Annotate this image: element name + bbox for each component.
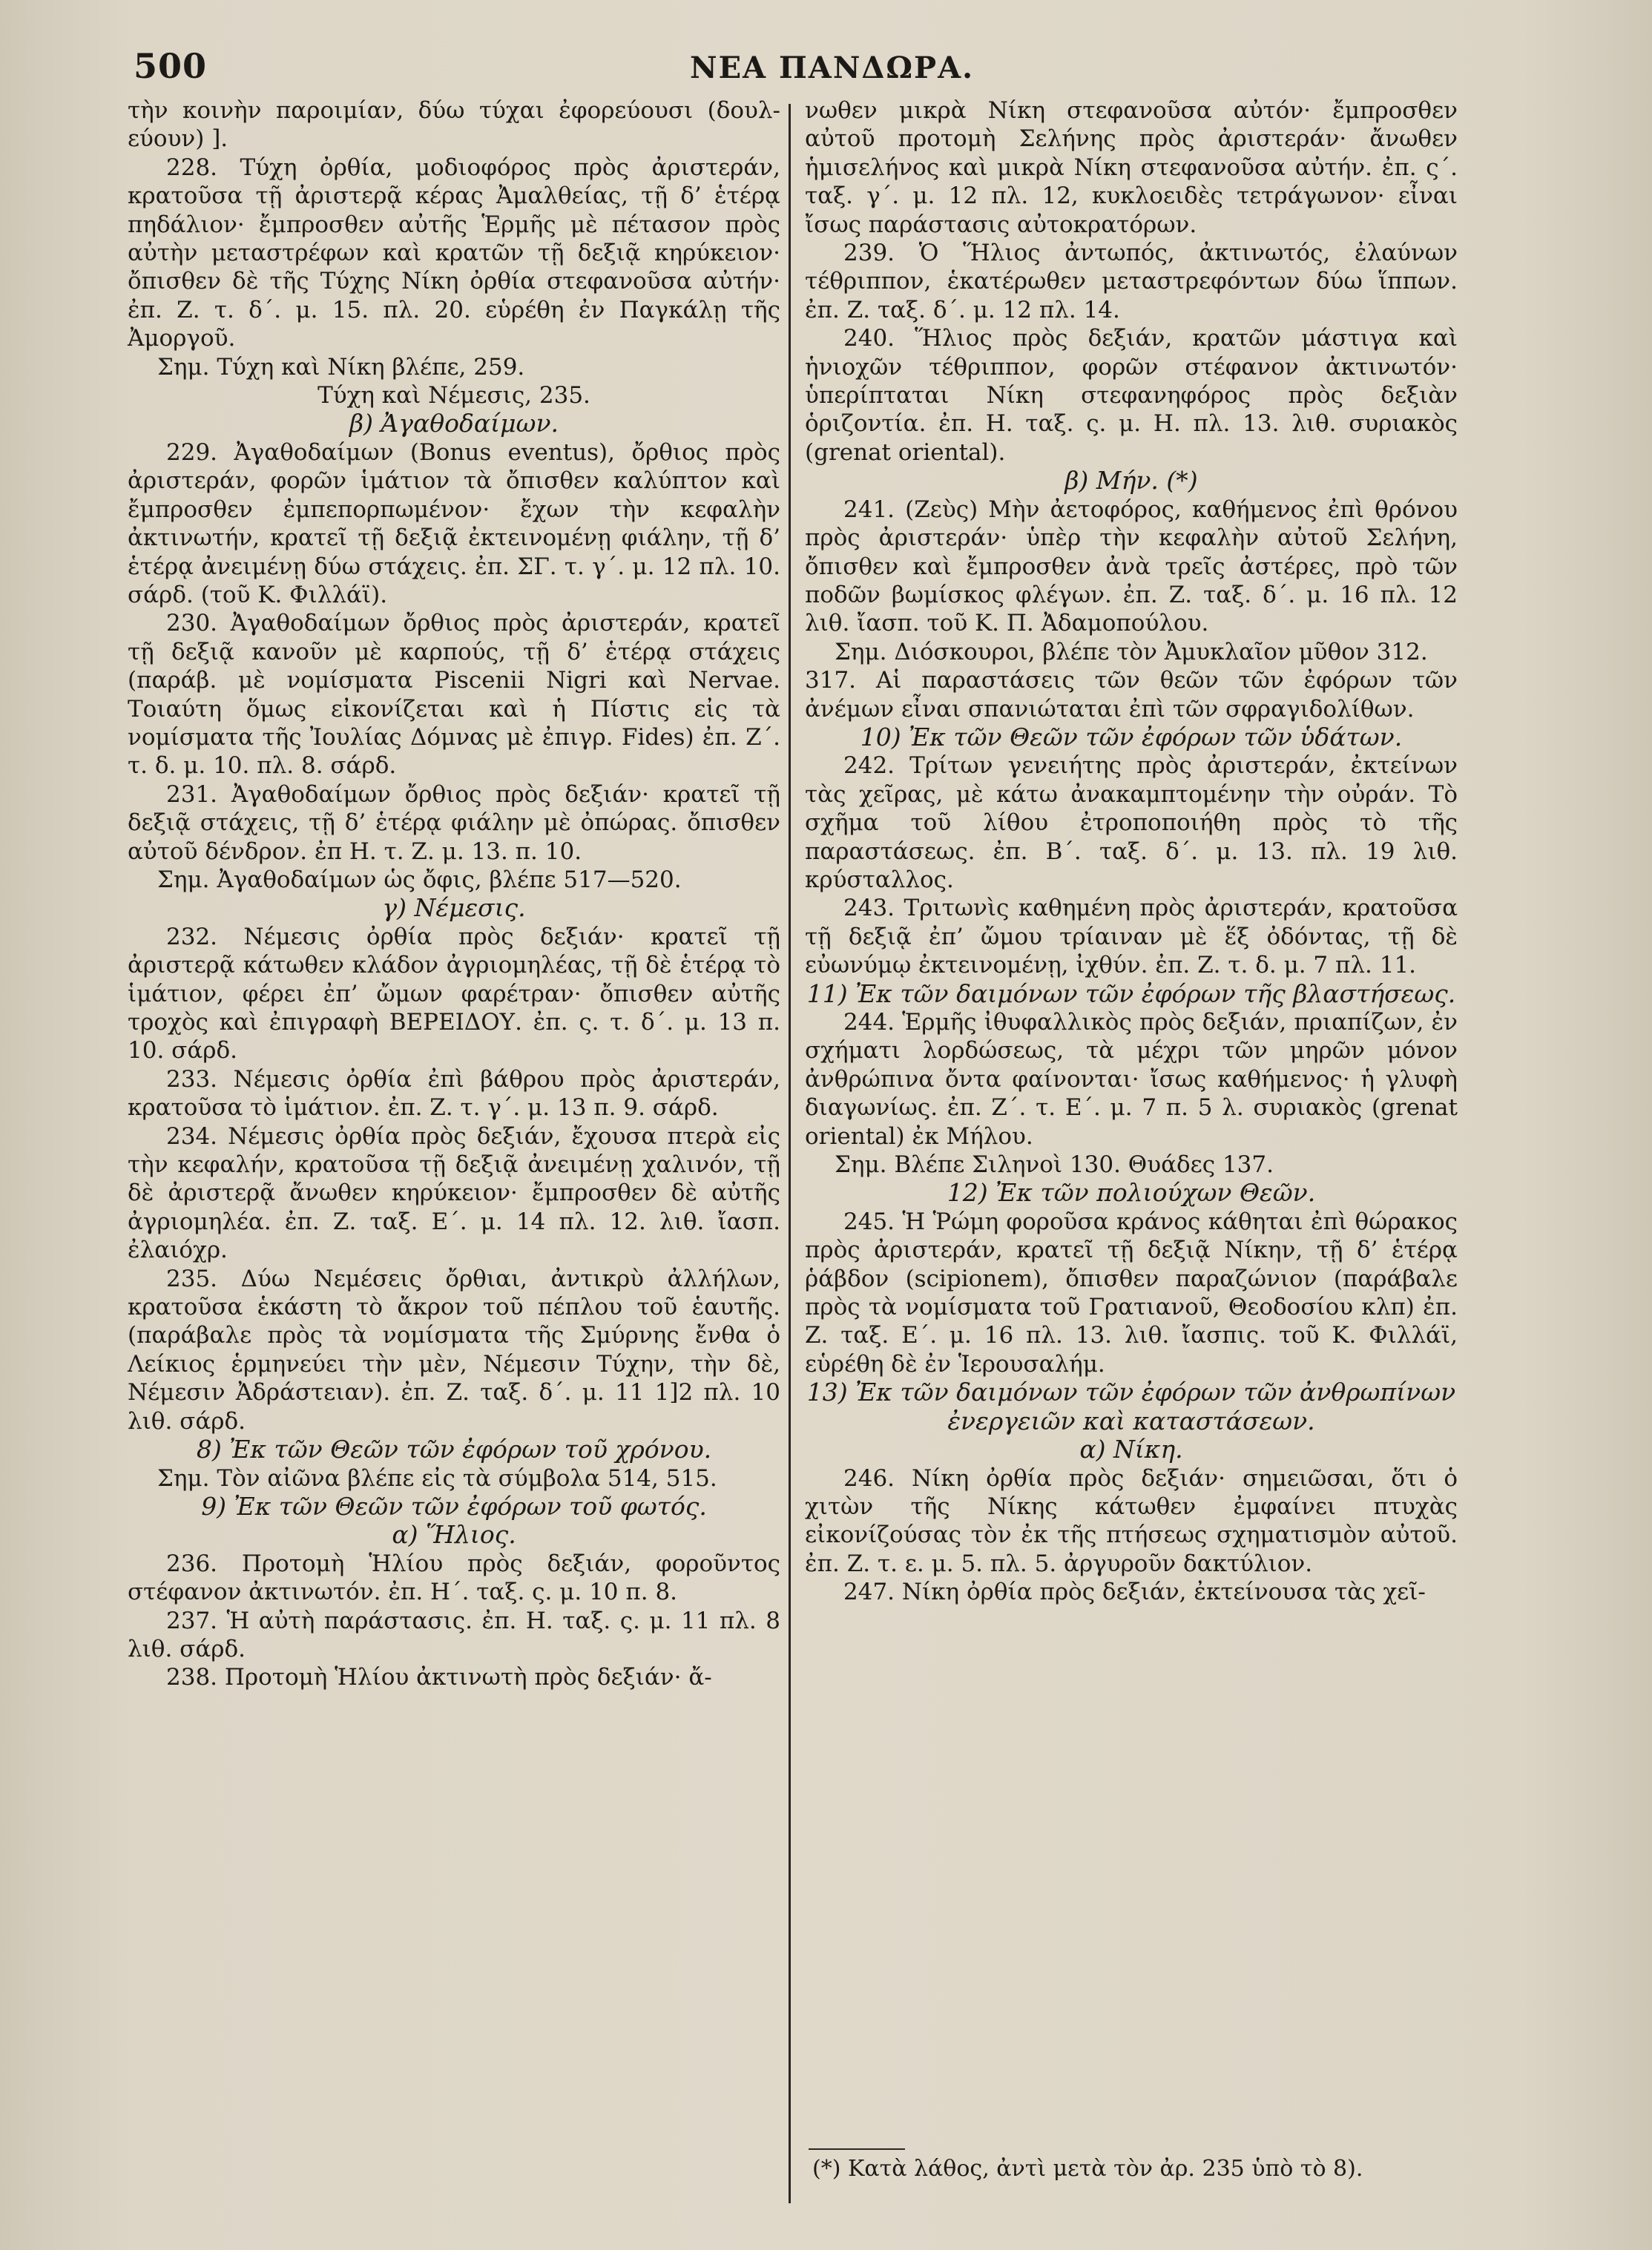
paragraph: 244. Ἑρμῆς ἰθυφαλλικὸς πρὸς δεξιάν, πριαπίζων, ἐν σχήματι λορδώσεως, τὰ μέχρι τῶν μηρῶν μόνον ἀνθρώπινα ὄντα φαίνονται· ἴσως καθήμενος· ἡ γλυφὴ διαγωνίως. ἐπ. Ζ΄. τ. Ε΄. μ. 7 π. 5 λ. συριακὸς (grenat oriental) ἐκ Μήλου.	[805, 1009, 1458, 1150]
paragraph: 232. Νέμεσις ὀρθία πρὸς δεξιάν· κρατεῖ τῇ ἀριστερᾷ κάτωθεν κλάδον ἀγριομηλέας, τῇ δὲ ἑτέρᾳ τὸ ἱμάτιον, φέρει ἐπ’ ὤμων φαρέτραν· ὄπισθεν αὐτῆς τροχὸς καὶ ἐπιγραφὴ ΒΕΡΕΙΔΟΥ. ἐπ. ς. τ. δ΄. μ. 13 π. 10. σάρδ.	[128, 923, 780, 1065]
section-heading: 12) Ἐκ τῶν πολιούχων Θεῶν.	[947, 1178, 1316, 1208]
paragraph: 245. Ἡ Ῥώμη φοροῦσα κράνος κάθηται ἐπὶ θώρακος πρὸς ἀριστεράν, κρατεῖ τῇ δεξιᾷ Νίκην, τῇ δ’ ἑτέρᾳ ῥάβδον (scipionem), ὄπισθεν παραζώνιον (παράβαλε πρὸς τὰ νομίσματα τοῦ Γρατιανοῦ, Θεοδοσίου κλπ) ἐπ. Ζ. ταξ. Ε΄. μ. 16 πλ. 13. λιθ. ἴασπις. τοῦ Κ. Φιλλάϊ, εὑρέθη δὲ ἐν Ἱερουσαλήμ.	[805, 1208, 1458, 1378]
left-column	[128, 96, 780, 1692]
paragraph: 238. Προτομὴ Ἡλίου ἀκτινωτὴ πρὸς δεξιάν· ἄ-	[166, 1664, 712, 1691]
paragraph: τὴν κοινὴν παροιμίαν, δύω τύχαι ἐφορεύουσι (δουλ-εύουν) ].	[128, 97, 780, 153]
paragraph: 239. Ὁ Ἥλιος ἀντωπός, ἀκτινωτός, ἐλαύνων τέθριππον, ἑκατέρωθεν μεταστρεφόντων δύω ἵππων. ἐπ. Ζ. ταξ. δ΄. μ. 12 πλ. 14.	[805, 240, 1458, 323]
cross-reference-note: Σημ. Βλέπε Σιληνοὶ 130. Θυάδες 137.	[835, 1151, 1274, 1179]
section-heading: 10) Ἐκ τῶν Θεῶν τῶν ἐφόρων τῶν ὑδάτων.	[860, 722, 1403, 751]
section-heading: 13) Ἐκ τῶν δαιμόνων τῶν ἐφόρων τῶν ἀνθρωπίνων ἐνεργειῶν καὶ καταστάσεων.	[806, 1378, 1456, 1435]
paragraph: 240. Ἥλιος πρὸς δεξιάν, κρατῶν μάστιγα καὶ ἡνιοχῶν τέθριππον, φορῶν στέφανον ἀκτινωτόν· ὑπερίπταται Νίκη στεφανηφόρος πρὸς δεξιὰν ὁριζοντία. ἐπ. Η. ταξ. ς. μ. Η. πλ. 13. λιθ. συριακὸς (grenat oriental).	[805, 325, 1458, 466]
footnote-rule	[809, 2148, 905, 2150]
paragraph: 235. Δύω Νεμέσεις ὄρθιαι, ἀντικρὺ ἀλλήλων, κρατοῦσα ἑκάστη τὸ ἄκρον τοῦ πέπλου τοῦ ἑαυτῆς. (παράβαλε πρὸς τὰ νομίσματα τῆς Σμύρνης ἔνθα ὁ Λείκιος ἑρμηνεύει τὴν μὲν, Νέμεσιν Τύχην, τὴν δὲ, Νέμεσιν Ἀδράστειαν). ἐπ. Ζ. ταξ. δ΄. μ. 11 1]2 πλ. 10 λιθ. σάρδ.	[128, 1265, 780, 1435]
cross-reference-note: Σημ. Διόσκουροι, βλέπε τὸν Ἀμυκλαῖον μῦθον 312.	[835, 638, 1428, 665]
section-heading: γ) Νέμεσις.	[382, 893, 526, 923]
paragraph: 230. Ἀγαθοδαίμων ὄρθιος πρὸς ἀριστεράν, κρατεῖ τῇ δεξιᾷ κανοῦν μὲ καρπούς, τῇ δ’ ἑτέρᾳ στάχεις (παράβ. μὲ νομίσματα Piscenii Nigri καὶ Nervae. Τοιαύτη ὅμως εἰκονίζεται καὶ ἡ Πίστις εἰς τὰ νομίσματα τῆς Ἰουλίας Δόμνας μὲ ἐπιγρ. Fides) ἐπ. Ζ΄. τ. δ. μ. 10. πλ. 8. σάρδ.	[128, 610, 780, 780]
paragraph: 241. (Ζεὺς) Μὴν ἀετοφόρος, καθήμενος ἐπὶ θρόνου πρὸς ἀριστεράν· ὑπὲρ τὴν κεφαλὴν αὐτοῦ Σελήνη, ὄπισθεν καὶ ἔμπροσθεν ἀνὰ τρεῖς ἀστέρες, πρὸ τῶν ποδῶν βωμίσκος φλέγων. ἐπ. Ζ. ταξ. δ΄. μ. 16 πλ. 12 λιθ. ἴασπ. τοῦ Κ. Π. Ἀδαμοπούλου.	[805, 496, 1458, 637]
section-heading: β) Ἀγαθοδαίμων.	[349, 409, 559, 438]
section-heading: 9) Ἐκ τῶν Θεῶν τῶν ἐφόρων τοῦ φωτός.	[201, 1491, 707, 1521]
paragraph: 237. Ἡ αὐτὴ παράστασις. ἐπ. Η. ταξ. ς. μ. 11 πλ. 8 λιθ. σάρδ.	[128, 1607, 780, 1662]
running-title: ΝΕΑ ΠΑΝΔΩΡΑ.	[690, 50, 975, 85]
column-divider	[789, 104, 791, 2203]
paragraph: 236. Προτομὴ Ἡλίου πρὸς δεξιάν, φοροῦντος στέφανον ἀκτινωτόν. ἐπ. Η΄. ταξ. ς. μ. 10 π. 8.	[128, 1550, 780, 1606]
paragraph: 233. Νέμεσις ὀρθία ἐπὶ βάθρου πρὸς ἀριστεράν, κρατοῦσα τὸ ἱμάτιον. ἐπ. Ζ. τ. γ΄. μ. 13 π. 9. σάρδ.	[128, 1065, 780, 1122]
paragraph: νωθεν μικρὰ Νίκη στεφανοῦσα αὐτόν· ἔμπροσθεν αὐτοῦ προτομὴ Σελήνης πρὸς ἀριστεράν· ἄνωθεν ἡμισελήνος καὶ μικρὰ Νίκη στεφανοῦσα αὐτήν. ἐπ. ς΄. ταξ. γ΄. μ. 12 πλ. 12, κυκλοειδὲς τετράγωνον· εἶναι ἴσως παράστασις αὐτοκρατόρων.	[805, 97, 1458, 238]
page-header	[126, 46, 1558, 91]
paragraph: 317. Αἱ παραστάσεις τῶν θεῶν τῶν ἐφόρων τῶν ἀνέμων εἶναι σπανιώταται ἐπὶ τῶν σφραγιδολίθων.	[805, 667, 1458, 723]
cross-reference-note: Σημ. Τύχη καὶ Νίκη βλέπε, 259.	[157, 353, 525, 381]
paragraph: 228. Τύχη ὀρθία, μοδιοφόρος πρὸς ἀριστεράν, κρατοῦσα τῇ ἀριστερᾷ κέρας Ἀμαλθείας, τῇ δ’ ἑτέρᾳ πηδάλιον· ἔμπροσθεν αὐτῆς Ἑρμῆς μὲ πέτασον πρὸς αὐτὴν μεταστρέφων καὶ κρατῶν τῇ δεξιᾷ κηρύκειον· ὄπισθεν δὲ τῆς Τύχης Νίκη ὀρθία στεφανοῦσα αὐτήν· ἐπ. Ζ. τ. δ΄. μ. 15. πλ. 20. εὑρέθη ἐν Παγκάλῃ τῆς Ἀμοργοῦ.	[128, 154, 780, 352]
centered-reference: Τύχη καὶ Νέμεσις, 235.	[317, 382, 590, 409]
paragraph: 247. Νίκη ὀρθία πρὸς δεξιάν, ἐκτείνουσα τὰς χεῖ-	[843, 1579, 1426, 1606]
section-heading: α) Νίκη.	[1079, 1435, 1183, 1464]
footnote: (*) Κατὰ λάθος, ἀντὶ μετὰ τὸν ἀρ. 235 ὑπὸ τὸ 8).	[812, 2156, 1363, 2182]
paragraph: 242. Τρίτων γενειήτης πρὸς ἀριστεράν, ἐκτείνων τὰς χεῖρας, μὲ κάτω ἀνακαμπτομένην τὴν οὐράν. Τὸ σχῆμα τοῦ λίθου ἐτροποποιήθη πρὸς τὸ τῆς παραστάσεως. ἐπ. Β΄. ταξ. δ΄. μ. 13. πλ. 19 λιθ. κρύσταλλος.	[805, 752, 1458, 893]
paragraph: 234. Νέμεσις ὀρθία πρὸς δεξιάν, ἔχουσα πτερὰ εἰς τὴν κεφαλήν, κρατοῦσα τῇ δεξιᾷ ἀνειμένῃ χαλινόν, τῇ δὲ ἀριστερᾷ ἄνωθεν κηρύκειον· ἔμπροσθεν δὲ αὐτῆς ἀγριομηλέα. ἐπ. Ζ. ταξ. Ε΄. μ. 14 πλ. 12. λιθ. ἴασπ. ἐλαιόχρ.	[128, 1122, 780, 1264]
paragraph: 246. Νίκη ὀρθία πρὸς δεξιάν· σημειῶσαι, ὅτι ὁ χιτὼν τῆς Νίκης κάτωθεν ἐμφαίνει πτυχὰς εἰκονίζούσας τὸν ἐκ τῆς πτήσεως σχηματισμὸν αὐτοῦ. ἐπ. Ζ. τ. ε. μ. 5. πλ. 5. ἀργυροῦν δακτύλιον.	[805, 1464, 1458, 1577]
cross-reference-note: Σημ. Ἀγαθοδαίμων ὡς ὄφις, βλέπε 517—520.	[157, 866, 682, 893]
page-number: 500	[134, 46, 208, 86]
section-heading: 8) Ἐκ τῶν Θεῶν τῶν ἐφόρων τοῦ χρόνου.	[196, 1435, 712, 1464]
paragraph: 243. Τριτωνὶς καθημένη πρὸς ἀριστεράν, κρατοῦσα τῇ δεξιᾷ ἐπ’ ὤμου τρίαιναν μὲ ἕξ ὀδόντας, τῇ δὲ εὐωνύμῳ ἐκτεινομένῃ, ἰχθύν. ἐπ. Ζ. τ. δ. μ. 7 πλ. 11.	[805, 895, 1458, 979]
section-heading: 11) Ἐκ τῶν δαιμόνων τῶν ἐφόρων τῆς βλαστήσεως.	[806, 978, 1456, 1008]
paragraph: 231. Ἀγαθοδαίμων ὄρθιος πρὸς δεξιάν· κρατεῖ τῇ δεξιᾷ στάχεις, τῇ δ’ ἑτέρᾳ φιάλην μὲ ὀπώρας. ὄπισθεν αὐτοῦ δένδρον. ἐπ Η. τ. Ζ. μ. 13. π. 10.	[128, 780, 780, 865]
paragraph: 229. Ἀγαθοδαίμων (Bonus eventus), ὄρθιος πρὸς ἀριστεράν, φορῶν ἱμάτιον τὰ ὄπισθεν καλύπτον καὶ ἔμπροσθεν ἐμπεπορπωμένον· ἔχων τὴν κεφαλὴν ἀκτινωτήν, κρατεῖ τῇ δεξιᾷ ἐκτεινομένῃ φιάλην, τῇ δ’ ἑτέρᾳ ἀνειμένῃ δύω στάχεις. ἐπ. ΣΓ. τ. γ΄. μ. 12 πλ. 10. σάρδ. (τοῦ Κ. Φιλλάϊ).	[128, 438, 780, 608]
section-heading: α) Ἥλιος.	[392, 1520, 516, 1550]
section-heading: β) Μήν. (*)	[1064, 466, 1198, 496]
right-column	[805, 96, 1458, 1607]
cross-reference-note: Σημ. Τὸν αἰῶνα βλέπε εἰς τὰ σύμβολα 514, 515.	[157, 1464, 717, 1492]
